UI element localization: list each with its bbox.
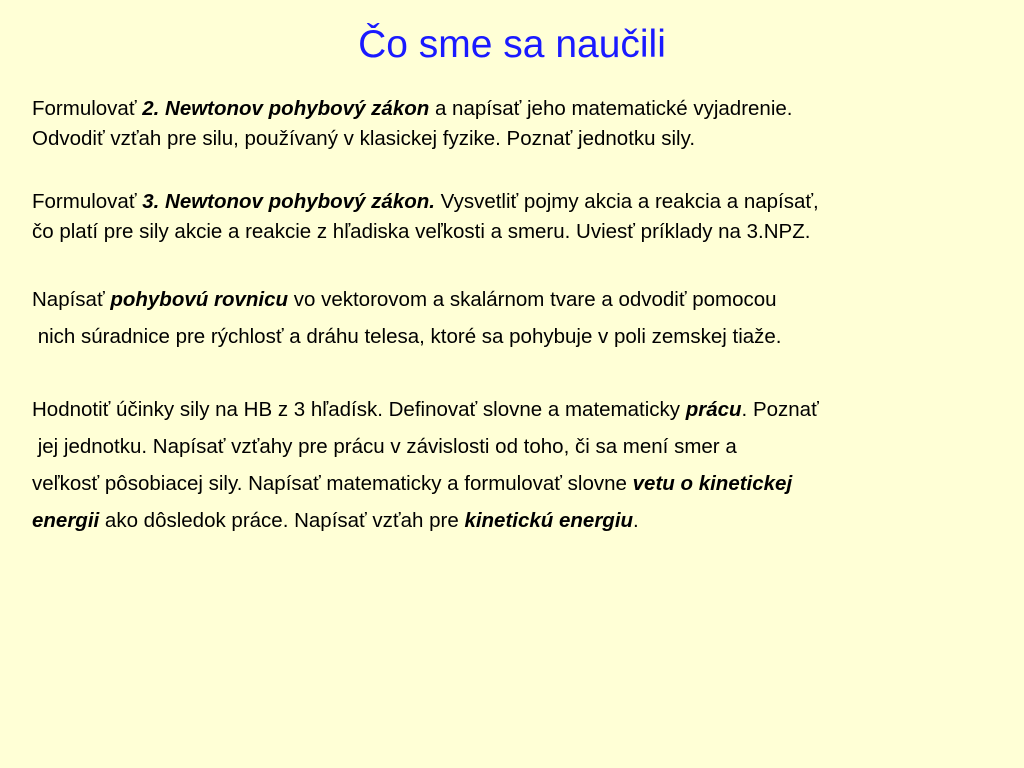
text-run: Odvodiť vzťah pre silu, používaný v klasickej fyzike. Poznať jednotku sily. bbox=[32, 127, 696, 150]
paragraph-newton-third-law bbox=[32, 187, 1017, 247]
text-run: veľkosť pôsobiacej sily. Napísať matematicky a formulovať slovne bbox=[32, 472, 633, 495]
text-run: . Poznať bbox=[741, 398, 819, 421]
text-run: Napísať bbox=[32, 288, 111, 311]
text-run: jej jednotku. Napísať vzťahy pre prácu v závislosti od toho, či sa mení smer a bbox=[32, 435, 737, 458]
slide-title: Čo sme sa naučili bbox=[358, 23, 666, 66]
text-line bbox=[32, 285, 1017, 322]
emphasis-term: vetu o kinetickej bbox=[632, 472, 793, 495]
text-line bbox=[32, 469, 1017, 506]
text-run: Hodnotiť účinky sily na HB z 3 hľadísk. Definovať slovne a matematicky bbox=[32, 398, 686, 421]
emphasis-term: pohybovú rovnicu bbox=[110, 288, 289, 311]
paragraph-work-and-energy bbox=[32, 395, 1017, 543]
text-run: Formulovať bbox=[32, 190, 143, 213]
text-line bbox=[32, 432, 1017, 469]
emphasis-term: energii bbox=[32, 509, 100, 532]
text-run: čo platí pre sily akcie a reakcie z hľadiska veľkosti a smeru. Uviesť príklady na 3.NPZ. bbox=[32, 220, 811, 243]
text-line bbox=[32, 506, 1017, 543]
emphasis-term: 2. Newtonov pohybový zákon bbox=[142, 97, 430, 120]
text-run: . bbox=[633, 509, 639, 532]
text-line bbox=[32, 187, 1017, 217]
emphasis-term: prácu bbox=[685, 398, 742, 421]
text-line bbox=[32, 94, 1017, 124]
text-run: a napísať jeho matematické vyjadrenie. bbox=[429, 97, 793, 120]
text-run: Formulovať bbox=[32, 97, 143, 120]
text-run: vo vektorovom a skalárnom tvare a odvodiť pomocou bbox=[288, 288, 777, 311]
text-run: ako dôsledok práce. Napísať vzťah pre bbox=[99, 509, 465, 532]
text-line bbox=[32, 124, 1017, 154]
paragraph-newton-second-law bbox=[32, 94, 1017, 154]
text-run: nich súradnice pre rýchlosť a dráhu telesa, ktoré sa pohybuje v poli zemskej tiaže. bbox=[32, 325, 782, 348]
text-run: Vysvetliť pojmy akcia a reakcia a napísať, bbox=[434, 190, 819, 213]
text-line bbox=[32, 217, 1017, 247]
emphasis-term: kinetickú energiu bbox=[464, 509, 634, 532]
emphasis-term: 3. Newtonov pohybový zákon. bbox=[142, 190, 435, 213]
text-line bbox=[32, 395, 1017, 432]
paragraph-equation-of-motion bbox=[32, 285, 1017, 359]
text-line bbox=[32, 322, 1017, 359]
